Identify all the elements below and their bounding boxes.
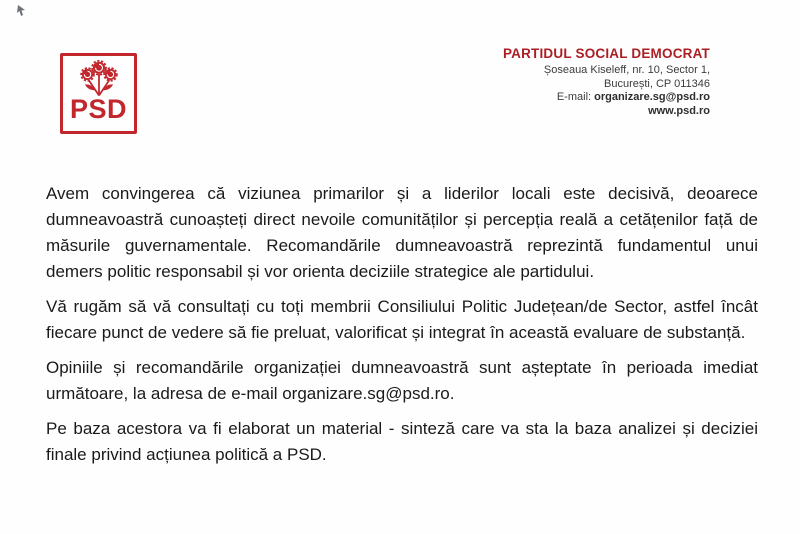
email-label: E-mail: <box>556 91 595 103</box>
scan-speck-artifact <box>16 5 28 18</box>
letter-body <box>46 181 758 477</box>
psd-logo-text: PSD <box>69 94 128 124</box>
email-address: organizare.sg@psd.ro <box>594 91 710 103</box>
rose-center <box>92 61 106 75</box>
website-url: www.psd.ro <box>648 104 710 117</box>
party-name: PARTIDUL SOCIAL DEMOCRAT <box>502 46 710 61</box>
paragraph-2: Vă rugăm să vă consultați cu toți membrii Consiliului Politic Județean/de Sector, astfel încât fiecare punct de vedere să fie preluat, valorificat și integrat în această evaluare de substanță. <box>46 297 758 342</box>
address-line-1: Șoseaua Kiseleff, nr. 10, Sector 1, <box>543 64 710 76</box>
psd-logo <box>60 53 137 134</box>
email-line <box>503 91 710 105</box>
paragraph-1: Avem convingerea că viziunea primarilor și a liderilor locali este decisivă, deoarece dumneavoastră cunoașteți direct nevoile comunităților și percepția reală a cetățenilor față de măsurile guvernamentale. Recomandările dumneavoastră reprezintă fundamentul unui demers politic responsabil și vor orienta deciziile strategice ale partidului. <box>46 184 758 281</box>
paragraph-4: Pe baza acestora va fi elaborat un material - sinteză care va sta la baza analizei și deciziei finale privind acțiunea politică a PSD. <box>46 419 758 464</box>
three-roses-icon <box>76 60 122 97</box>
letterhead <box>503 46 710 118</box>
address-line-2: București, CP 011346 <box>604 77 710 90</box>
paragraph-3: Opiniile și recomandările organizației dumneavoastră sunt așteptate în perioada imediat următoare, la adresa de e-mail organizare.sg@psd.ro. <box>46 358 758 403</box>
